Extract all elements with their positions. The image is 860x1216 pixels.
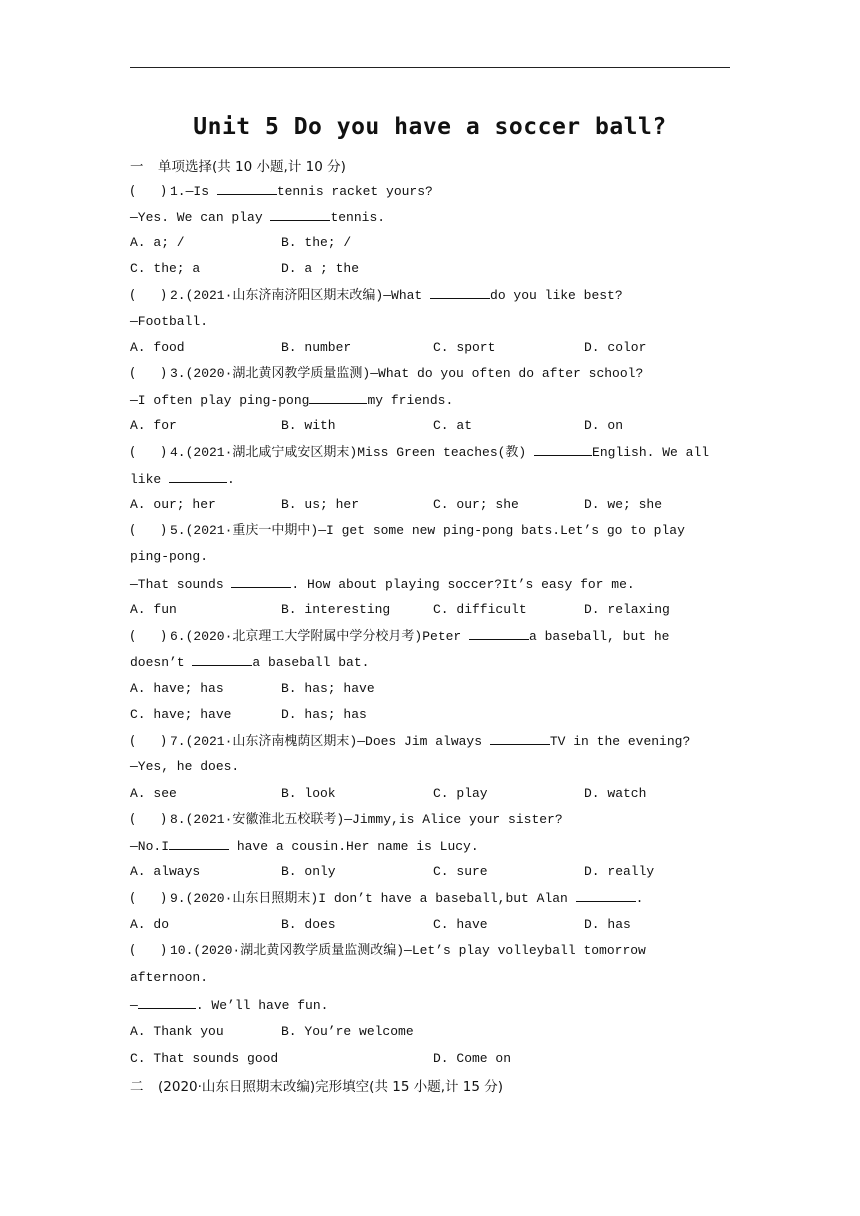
question-5: ( ) 5.(2021·重庆一中期中)—I get some new ping-pong bats.Let’s go to play	[130, 521, 730, 541]
answer-blank	[469, 626, 529, 640]
answer-bracket[interactable]: ( )	[130, 366, 167, 381]
question-3: ( ) 3.(2020·湖北黄冈教学质量监测)—What do you often do after school?	[130, 364, 730, 384]
answer-blank	[270, 207, 330, 221]
answer-blank	[169, 836, 229, 850]
option-c: C. at	[433, 418, 473, 433]
option-b: B. You’re welcome	[281, 1024, 414, 1039]
question-1-response: —Yes. We can play tennis.	[130, 207, 730, 227]
question-2: ( ) 2.(2021·山东济南济阳区期末改编)—What do you like best?	[130, 285, 730, 305]
option-d: D. on	[584, 418, 624, 433]
answer-blank	[192, 652, 252, 666]
option-b: B. look	[281, 786, 336, 801]
question-5-continued: ping-pong.	[130, 549, 209, 564]
answer-blank	[534, 442, 592, 456]
question-8: ( ) 8.(2021·安徽淮北五校联考)—Jimmy,is Alice your sister?	[130, 810, 730, 830]
option-b: B. interesting	[281, 602, 391, 617]
question-5-options	[130, 600, 730, 620]
option-b: B. has; have	[281, 681, 375, 696]
option-c: C. That sounds good	[130, 1051, 279, 1066]
option-c: C. have	[433, 917, 488, 932]
page-title: Unit 5 Do you have a soccer ball?	[193, 114, 667, 140]
option-d: D. color	[584, 340, 647, 355]
answer-blank	[309, 390, 367, 404]
section-heading-2	[130, 1075, 503, 1095]
option-a: A. food	[130, 340, 185, 355]
option-d: D. has; has	[281, 707, 367, 722]
option-d: D. really	[584, 864, 655, 879]
answer-blank	[231, 574, 291, 588]
option-c: C. the; a	[130, 261, 201, 276]
option-d: D. we; she	[584, 497, 663, 512]
option-b: B. does	[281, 917, 336, 932]
question-10-response: — . We’ll have fun.	[130, 995, 730, 1015]
question-6-options-row2	[130, 705, 730, 725]
answer-blank	[490, 731, 550, 745]
question-10-options-row1	[130, 1022, 730, 1042]
option-d: D. relaxing	[584, 602, 670, 617]
question-1-options-row1	[130, 233, 730, 253]
answer-bracket[interactable]: ( )	[130, 445, 167, 460]
option-a: A. always	[130, 864, 201, 879]
option-a: A. a; /	[130, 235, 185, 250]
answer-blank	[217, 181, 277, 195]
question-8-options	[130, 862, 730, 882]
option-c: C. have; have	[130, 707, 232, 722]
option-a: A. do	[130, 917, 170, 932]
question-1-options-row2	[130, 259, 730, 279]
option-c: C. sure	[433, 864, 488, 879]
option-b: B. only	[281, 864, 336, 879]
question-8-response: —No.I have a cousin.Her name is Lucy.	[130, 836, 730, 856]
question-4: ( ) 4.(2021·湖北咸宁咸安区期末)Miss Green teaches(教) English. We all	[130, 442, 730, 462]
answer-blank	[430, 285, 490, 299]
section-heading-1	[130, 155, 346, 175]
header-rule	[130, 67, 730, 68]
answer-bracket[interactable]: ( )	[130, 629, 167, 644]
question-5-response: —That sounds . How about playing soccer?It’s easy for me.	[130, 574, 730, 594]
option-b: B. the; /	[281, 235, 352, 250]
answer-bracket[interactable]: ( )	[130, 288, 167, 303]
option-d: D. has	[584, 917, 631, 932]
answer-bracket[interactable]: ( )	[130, 184, 167, 199]
question-10-continued: afternoon.	[130, 970, 209, 985]
question-9-options	[130, 915, 730, 935]
answer-blank	[169, 469, 227, 483]
question-10-options-row2	[130, 1049, 730, 1069]
section-label: 单项选择(共 10 小题,计 10 分)	[158, 159, 346, 175]
answer-bracket[interactable]: ( )	[130, 812, 167, 827]
question-6: ( ) 6.(2020·北京理工大学附属中学分校月考)Peter a baseball, but he	[130, 626, 730, 646]
question-1: ( ) 1.—Is tennis racket yours?	[130, 181, 730, 201]
option-a: A. fun	[130, 602, 177, 617]
option-b: B. us; her	[281, 497, 360, 512]
option-c: C. play	[433, 786, 488, 801]
section-label: (2020·山东日照期末改编)完形填空(共 15 小题,计 15 分)	[158, 1079, 504, 1095]
question-6-options-row1	[130, 679, 730, 699]
option-d: D. watch	[584, 786, 647, 801]
question-3-response: —I often play ping-pong my friends.	[130, 390, 730, 410]
question-7-options	[130, 784, 730, 804]
answer-blank	[576, 888, 636, 902]
question-4-options	[130, 495, 730, 515]
option-a: A. Thank you	[130, 1024, 224, 1039]
option-d: D. Come on	[433, 1051, 512, 1066]
option-b: B. with	[281, 418, 336, 433]
answer-bracket[interactable]: ( )	[130, 943, 167, 958]
question-7: ( ) 7.(2021·山东济南槐荫区期末)—Does Jim always TV in the evening?	[130, 731, 730, 751]
option-a: A. have; has	[130, 681, 224, 696]
question-6-continued: doesn’t a baseball bat.	[130, 652, 730, 672]
option-a: A. for	[130, 418, 177, 433]
option-c: C. our; she	[433, 497, 519, 512]
answer-bracket[interactable]: ( )	[130, 891, 167, 906]
answer-bracket[interactable]: ( )	[130, 523, 167, 538]
question-2-response: —Football.	[130, 314, 209, 329]
answer-blank	[138, 995, 196, 1009]
section-number: 一	[130, 159, 144, 175]
section-number: 二	[130, 1079, 144, 1095]
question-9: ( ) 9.(2020·山东日照期末)I don’t have a baseball,but Alan .	[130, 888, 730, 908]
question-4-continued: like .	[130, 469, 730, 489]
question-2-options	[130, 338, 730, 358]
option-c: C. sport	[433, 340, 496, 355]
answer-bracket[interactable]: ( )	[130, 734, 167, 749]
option-a: A. see	[130, 786, 177, 801]
question-10: ( ) 10.(2020·湖北黄冈教学质量监测改编)—Let’s play volleyball tomorrow	[130, 941, 730, 961]
option-c: C. difficult	[433, 602, 527, 617]
option-b: B. number	[281, 340, 352, 355]
question-7-response: —Yes, he does.	[130, 759, 240, 774]
option-a: A. our; her	[130, 497, 216, 512]
option-d: D. a ; the	[281, 261, 360, 276]
question-3-options	[130, 416, 730, 436]
